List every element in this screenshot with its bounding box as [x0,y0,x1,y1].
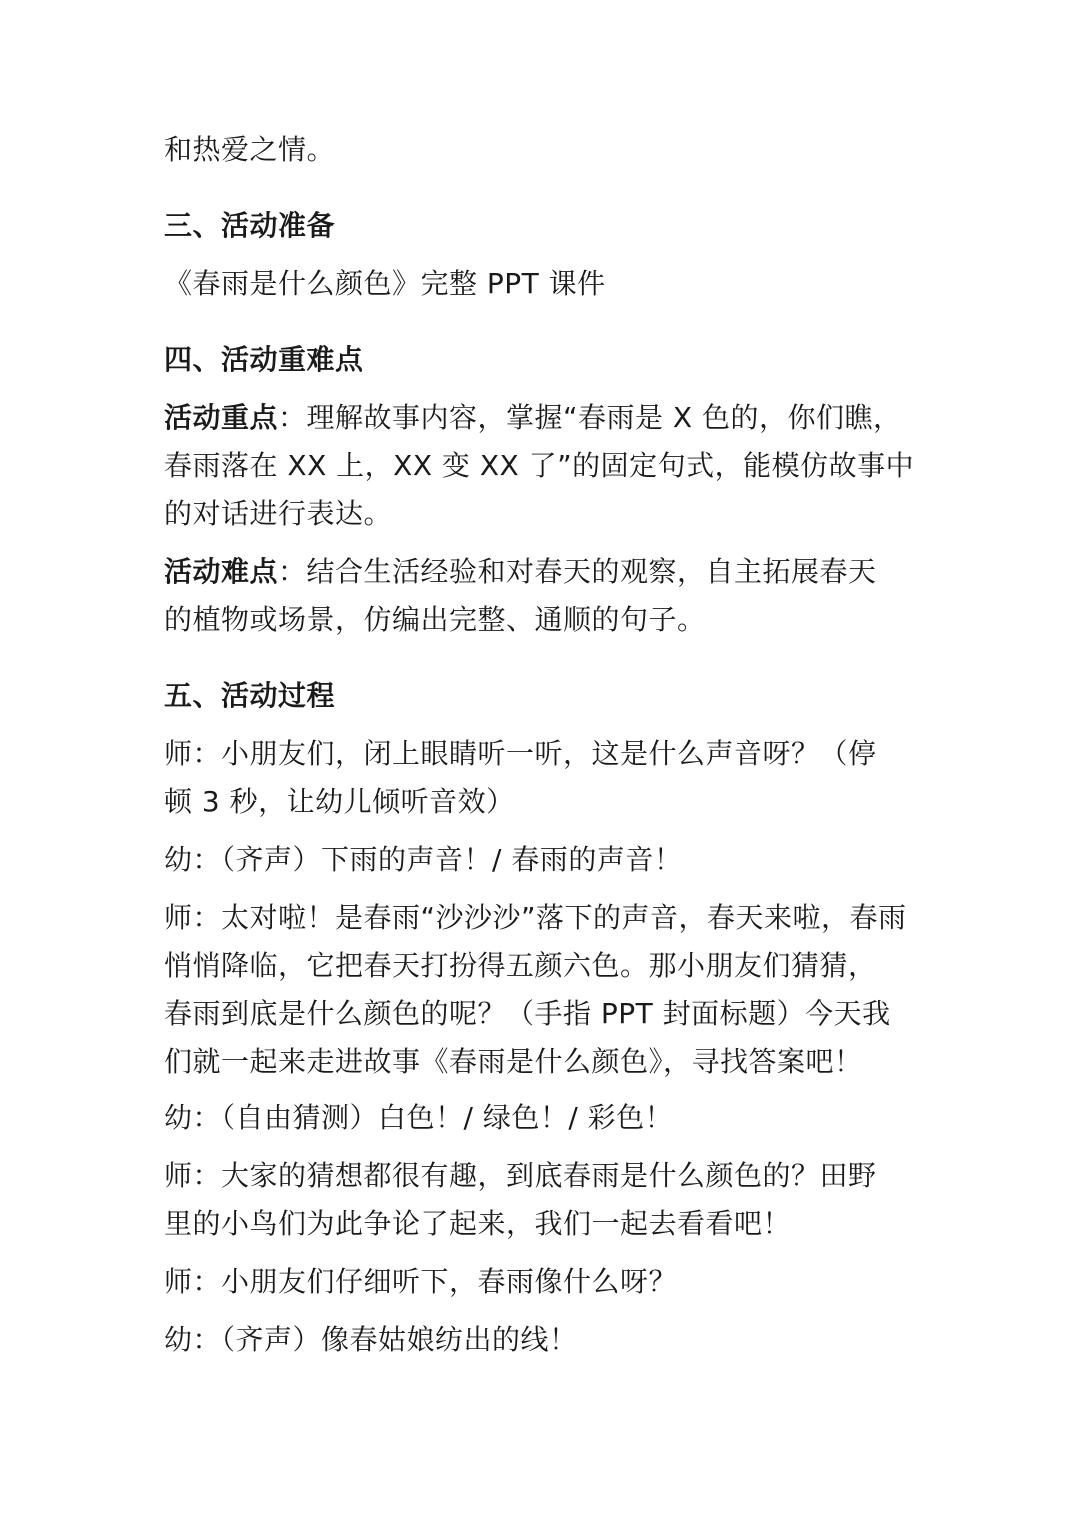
dialogue-line: 春雨到底是什么颜色的呢？（手指 PPT 封面标题）今天我 [164,997,891,1030]
dialogue-line: 悄悄降临，它把春天打扮得五颜六色。那小朋友们猜猜， [164,949,877,982]
dialogue-line: 幼：（齐声）下雨的声音！/ 春雨的声音！ [164,843,683,876]
dialogue-line: 师：太对啦！是春雨“沙沙沙”落下的声音，春天来啦，春雨 [164,901,907,934]
dialogue-line: 幼：（齐声）像春姑娘纺出的线！ [164,1323,578,1356]
dialogue-line: 师：小朋友们仔细听下，春雨像什么呀？ [164,1265,678,1298]
focus-paragraph-line-1 [164,398,902,438]
difficulty-paragraph-line-1 [164,552,877,592]
dialogue-line: 师：大家的猜想都很有趣，到底春雨是什么颜色的？田野 [164,1159,877,1192]
focus-label: 活动重点 [164,401,279,434]
dialogue-line: 师：小朋友们，闭上眼睛听一听，这是什么声音呀？（停 [164,737,877,770]
focus-paragraph-line-3: 的对话进行表达。 [164,497,393,530]
dialogue-line: 顿 3 秒，让幼儿倾听音效） [164,785,515,818]
dialogue-line: 里的小鸟们为此争论了起来，我们一起去看看吧！ [164,1207,792,1240]
difficulty-text-1: ：结合生活经验和对春天的观察，自主拓展春天 [278,555,877,588]
section-3-heading: 三、活动准备 [164,209,336,242]
section-5-heading: 五、活动过程 [164,679,336,712]
focus-text-1: ：理解故事内容，掌握“春雨是 X 色的，你们瞧， [278,401,902,434]
section-4-heading: 四、活动重难点 [164,343,364,376]
intro-tail-text: 和热爱之情。 [164,133,336,166]
dialogue-line: 幼：（自由猜测）白色！/ 绿色！/ 彩色！ [164,1101,674,1134]
difficulty-paragraph-line-2: 的植物或场景，仿编出完整、通顺的句子。 [164,603,706,636]
focus-paragraph-line-2: 春雨落在 XX 上，XX 变 XX 了”的固定句式，能模仿故事中 [164,449,915,482]
dialogue-line: 们就一起来走进故事《春雨是什么颜色》，寻找答案吧！ [164,1045,863,1078]
section-3-body: 《春雨是什么颜色》完整 PPT 课件 [164,267,606,300]
difficulty-label: 活动难点 [164,555,279,588]
